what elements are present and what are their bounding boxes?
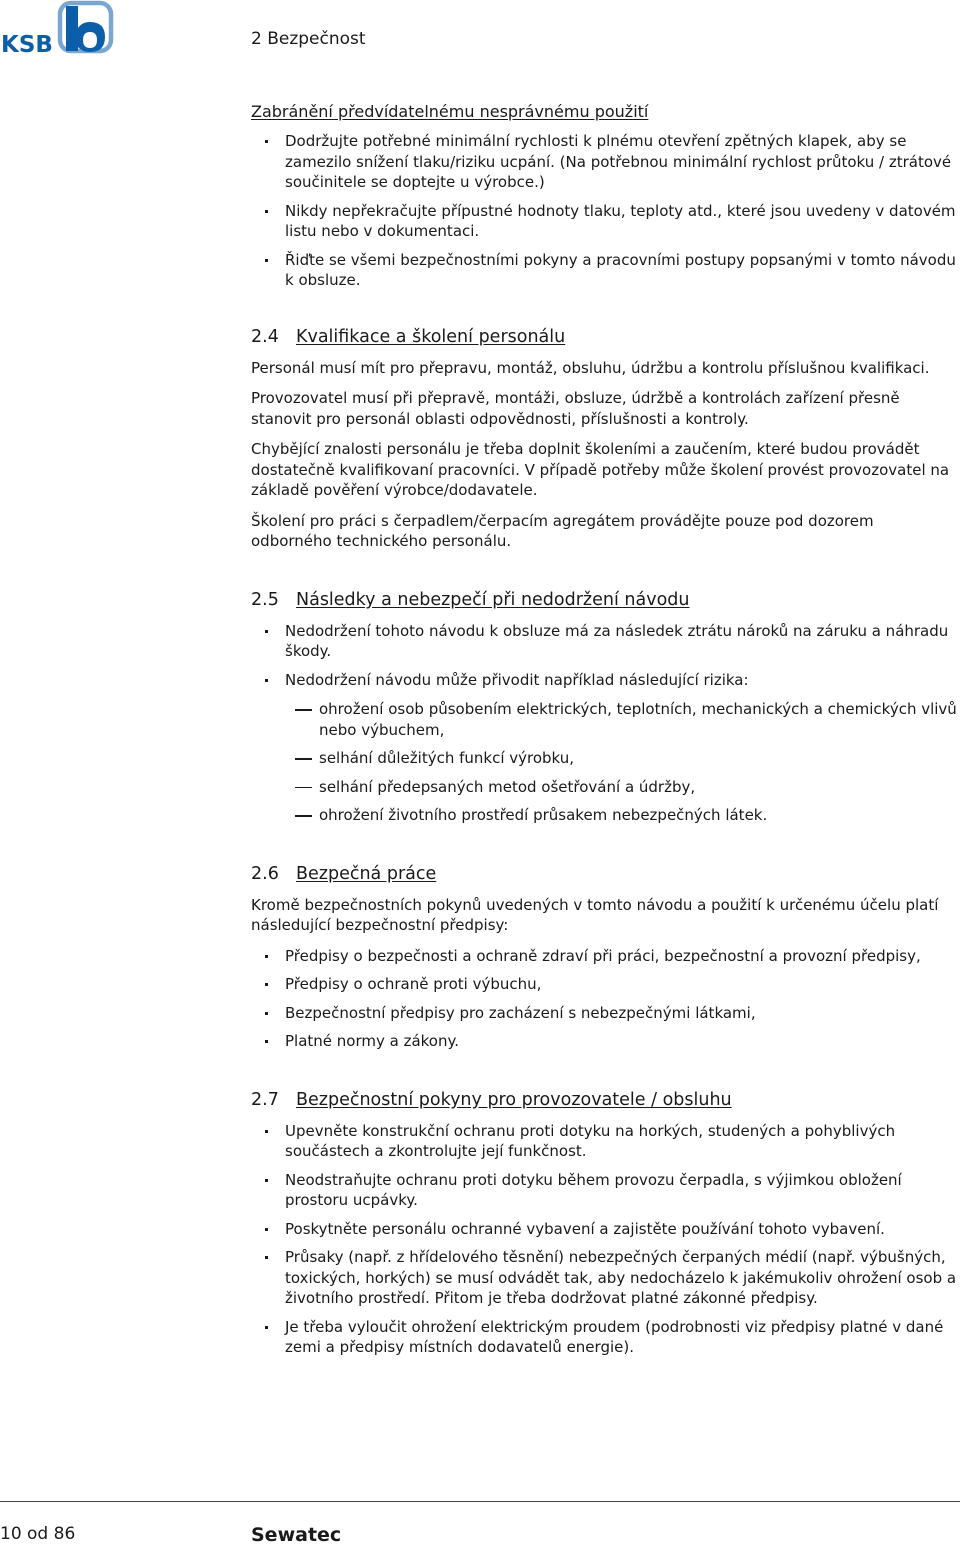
paragraph: Personál musí mít pro přepravu, montáž, obsluhu, údržbu a kontrolu příslušnou kvalifikaci. bbox=[251, 358, 930, 377]
operator-instructions-list bbox=[251, 1121, 957, 1358]
section-2-4 bbox=[251, 325, 957, 552]
list-item: Předpisy o ochraně proti výbuchu, bbox=[251, 974, 957, 995]
section-2-6 bbox=[251, 862, 957, 1052]
section-2-5 bbox=[251, 588, 957, 826]
list-item: Nikdy nepřekračujte přípustné hodnoty tlaku, teploty atd., které jsou uvedeny v datovém listu nebo v dokumentaci. bbox=[251, 201, 957, 242]
list-item: Neodstraňujte ochranu proti dotyku během provozu čerpadla, s výjimkou obložení prostoru ucpávky. bbox=[251, 1170, 957, 1211]
misuse-heading: Zabránění předvídatelnému nesprávnému použití bbox=[251, 102, 649, 121]
section-heading: 2.6 Bezpečná práce bbox=[251, 863, 437, 884]
ksb-logo bbox=[0, 0, 116, 56]
list-item: Nedodržení návodu může přivodit například následující rizika: ohrožení osob působením elektrických, teplotních, mechanických a chemických vlivů nebo výbuchem, selhání důležitých funkcí výrobku, selhání předepsaných metod ošetřování a údržby, ohrožení životního prostředí průsakem nebezpečných látek. bbox=[251, 670, 957, 826]
paragraph: Chybějící znalosti personálu je třeba doplnit školeními a zaučením, které budou provádět dostatečně kvalifikovaní pracovníci. V případě potřeby může školení provést provozovatel na základě pověření výrobce/dodavatele. bbox=[251, 440, 950, 499]
list-item: Průsaky (např. z hřídelového těsnění) nebezpečných čerpaných médií (např. výbušných, toxických, horkých) se musí odvádět tak, aby nedocházelo k jakémukoliv ohrožení osob a životního prostředí. Přitom je třeba dodržovat platné zákonné předpisy. bbox=[251, 1247, 957, 1309]
logo-text: KSB bbox=[1, 32, 53, 56]
page-content bbox=[251, 101, 957, 1366]
section-2-7 bbox=[251, 1088, 957, 1358]
list-item: Upevněte konstrukční ochranu proti dotyku na horkých, studených a pohyblivých součástech a zkontrolujte její funkčnost. bbox=[251, 1121, 957, 1162]
list-item: Nedodržení tohoto návodu k obsluze má za následek ztrátu nároků na záruku a náhradu škody. bbox=[251, 621, 957, 662]
misuse-list bbox=[251, 131, 957, 291]
list-item: Předpisy o bezpečnosti a ochraně zdraví při práci, bezpečnostní a provozní předpisy, bbox=[251, 946, 957, 967]
product-name: Sewatec bbox=[251, 1524, 342, 1546]
footer-divider bbox=[0, 1501, 960, 1502]
section-heading: 2.7 Bezpečnostní pokyny pro provozovatele / obsluhu bbox=[251, 1089, 732, 1110]
list-item: ohrožení životního prostředí průsakem nebezpečných látek. bbox=[285, 805, 957, 826]
paragraph: Provozovatel musí při přepravě, montáži, obsluze, údržbě a kontrolách zařízení přesně stanovit pro personál oblasti odpovědnosti, příslušnosti a kontroly. bbox=[251, 389, 900, 428]
consequences-list bbox=[251, 621, 957, 826]
list-item: Je třeba vyloučit ohrožení elektrickým proudem (podrobnosti viz předpisy platné v dané zemi a předpisy místních dodavatelů energie). bbox=[251, 1317, 957, 1358]
page-header-title: 2 Bezpečnost bbox=[251, 29, 366, 49]
list-item: Platné normy a zákony. bbox=[251, 1031, 957, 1052]
list-item: selhání důležitých funkcí výrobku, bbox=[285, 748, 957, 769]
list-item: selhání předepsaných metod ošetřování a údržby, bbox=[285, 777, 957, 798]
section-heading: 2.4 Kvalifikace a školení personálu bbox=[251, 326, 566, 347]
regulations-list bbox=[251, 946, 957, 1052]
list-item: Řiďte se všemi bezpečnostními pokyny a pracovními postupy popsanými v tomto návodu k obsluze. bbox=[251, 250, 957, 291]
paragraph: Kromě bezpečnostních pokynů uvedených v tomto návodu a použití k určenému účelu platí následující bezpečnostní předpisy: bbox=[251, 895, 939, 934]
paragraph: Školení pro práci s čerpadlem/čerpacím agregátem provádějte pouze pod dozorem odborného technického personálu. bbox=[251, 511, 874, 550]
list-item: Dodržujte potřebné minimální rychlosti k plnému otevření zpětných klapek, aby se zamezilo snížení tlaku/riziku ucpání. (Na potřebnou minimální rychlost průtoku / ztrátové součinitele se doptejte u výrobce.) bbox=[251, 131, 957, 193]
risks-list bbox=[285, 699, 957, 826]
list-item: Bezpečnostní předpisy pro zacházení s nebezpečnými látkami, bbox=[251, 1003, 957, 1024]
list-item: Poskytněte personálu ochranné vybavení a zajistěte používání tohoto vybavení. bbox=[251, 1219, 957, 1240]
page-number: 10 od 86 bbox=[0, 1524, 76, 1544]
list-item: ohrožení osob působením elektrických, teplotních, mechanických a chemických vlivů nebo výbuchem, bbox=[285, 699, 957, 740]
section-heading: 2.5 Následky a nebezpečí při nedodržení návodu bbox=[251, 589, 690, 610]
